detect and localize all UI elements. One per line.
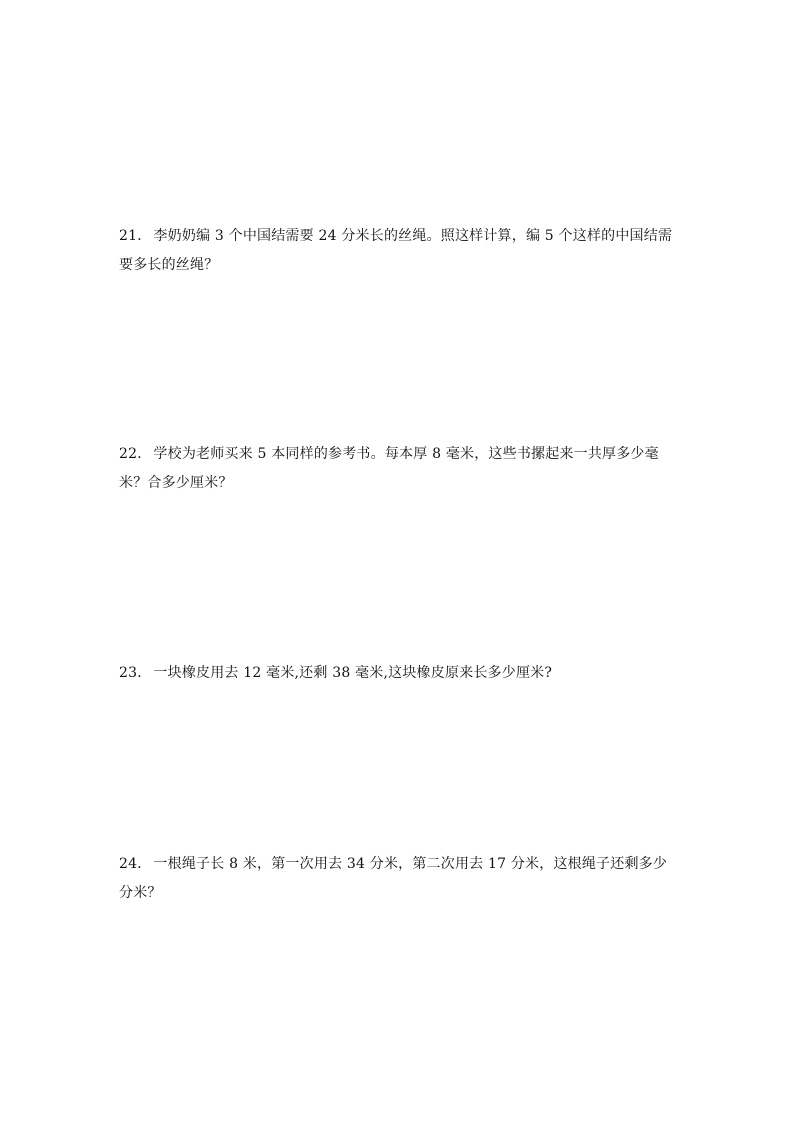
question-number: 22． xyxy=(119,446,152,462)
question-text: 李奶奶编 3 个中国结需要 24 分米长的丝绳。照这样计算，编 5 个这样的中国结需要多长的丝绳？ xyxy=(119,228,673,273)
question-number: 23． xyxy=(119,665,152,681)
question-24 xyxy=(119,850,679,908)
question-text: 一根绳子长 8 米，第一次用去 34 分米，第二次用去 17 分米，这根绳子还剩多少分米？ xyxy=(119,856,668,901)
question-23 xyxy=(119,659,679,688)
question-number: 24． xyxy=(119,856,152,872)
question-number: 21． xyxy=(119,228,152,244)
question-22 xyxy=(119,440,679,498)
question-text: 一块橡皮用去 12 毫米,还剩 38 毫米,这块橡皮原来长多少厘米? xyxy=(153,665,553,681)
question-text: 学校为老师买来 5 本同样的参考书。每本厚 8 毫米，这些书摞起来一共厚多少毫米？合多少厘米？ xyxy=(119,446,659,491)
question-21 xyxy=(119,222,679,280)
